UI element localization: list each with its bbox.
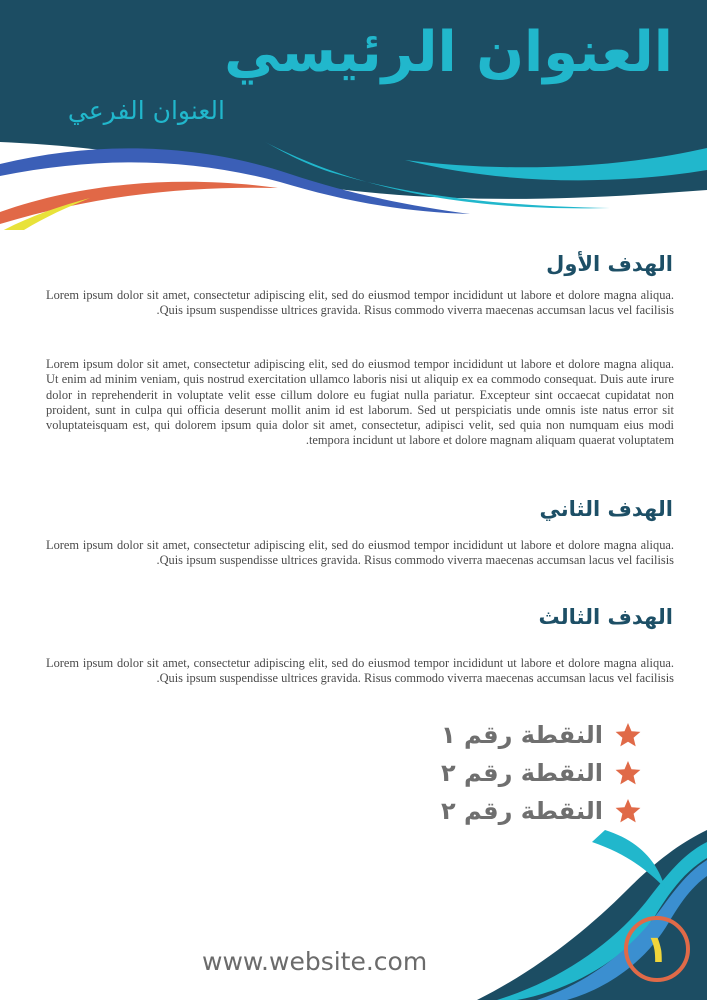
- section-heading-goal-1: الهدف الأول: [546, 252, 673, 276]
- bullet-text-3: النقطة رقم ٢: [441, 797, 603, 825]
- website-url[interactable]: www.website.com: [202, 947, 428, 976]
- bullet-text-1: النقطة رقم ١: [441, 721, 603, 749]
- star-icon: [613, 720, 643, 750]
- section-1-paragraph-1: Lorem ipsum dolor sit amet, consectetur adipiscing elit, sed do eiusmod tempor incididunt ut labore et dolore magna aliqua. Quis ipsum suspendisse ultrices gravida. Risus commodo viverra maecenas accumsan lacus vel facilisis.: [46, 288, 674, 318]
- bullet-text-2: النقطة رقم ٢: [441, 759, 603, 787]
- bullet-list: [441, 716, 643, 830]
- bullet-item-2: [441, 754, 643, 792]
- bullet-item-3: [441, 792, 643, 830]
- page-subtitle: العنوان الفرعي: [67, 96, 225, 125]
- bullet-item-1: [441, 716, 643, 754]
- section-1-paragraph-2: Lorem ipsum dolor sit amet, consectetur adipiscing elit, sed do eiusmod tempor incididunt ut labore et dolore magna aliqua. Ut enim ad minim veniam, quis nostrud exercitation ullamco laboris nisi ut aliquip ex ea commodo consequat. Duis aute irure dolor in reprehenderit in voluptate velit esse cillum dolore eu fugiat nulla pariatur. Excepteur sint occaecat cupidatat non proident, sunt in culpa qui officia deserunt mollit anim id est laborum. Sed ut perspiciatis unde omnis iste natus error sit voluptateisquam est, qui dolorem ipsum quia dolor sit amet, consectetur, adipisci velit, sed quia non numquam eius modi tempora incidunt ut labore et dolore magnam aliquam quaerat voluptatem.: [46, 357, 674, 448]
- section-heading-goal-2: الهدف الثاني: [539, 497, 673, 521]
- section-heading-goal-3: الهدف الثالث: [538, 605, 673, 629]
- page-title: العنوان الرئيسي: [224, 20, 673, 85]
- section-3-paragraph: Lorem ipsum dolor sit amet, consectetur adipiscing elit, sed do eiusmod tempor incididunt ut labore et dolore magna aliqua. Quis ipsum suspendisse ultrices gravida. Risus commodo viverra maecenas accumsan lacus vel facilisis.: [46, 656, 674, 686]
- star-icon: [613, 758, 643, 788]
- star-icon: [613, 796, 643, 826]
- section-2-paragraph: Lorem ipsum dolor sit amet, consectetur adipiscing elit, sed do eiusmod tempor incididunt ut labore et dolore magna aliqua. Quis ipsum suspendisse ultrices gravida. Risus commodo viverra maecenas accumsan lacus vel facilisis.: [46, 538, 674, 568]
- page-number-badge: ١: [624, 916, 690, 982]
